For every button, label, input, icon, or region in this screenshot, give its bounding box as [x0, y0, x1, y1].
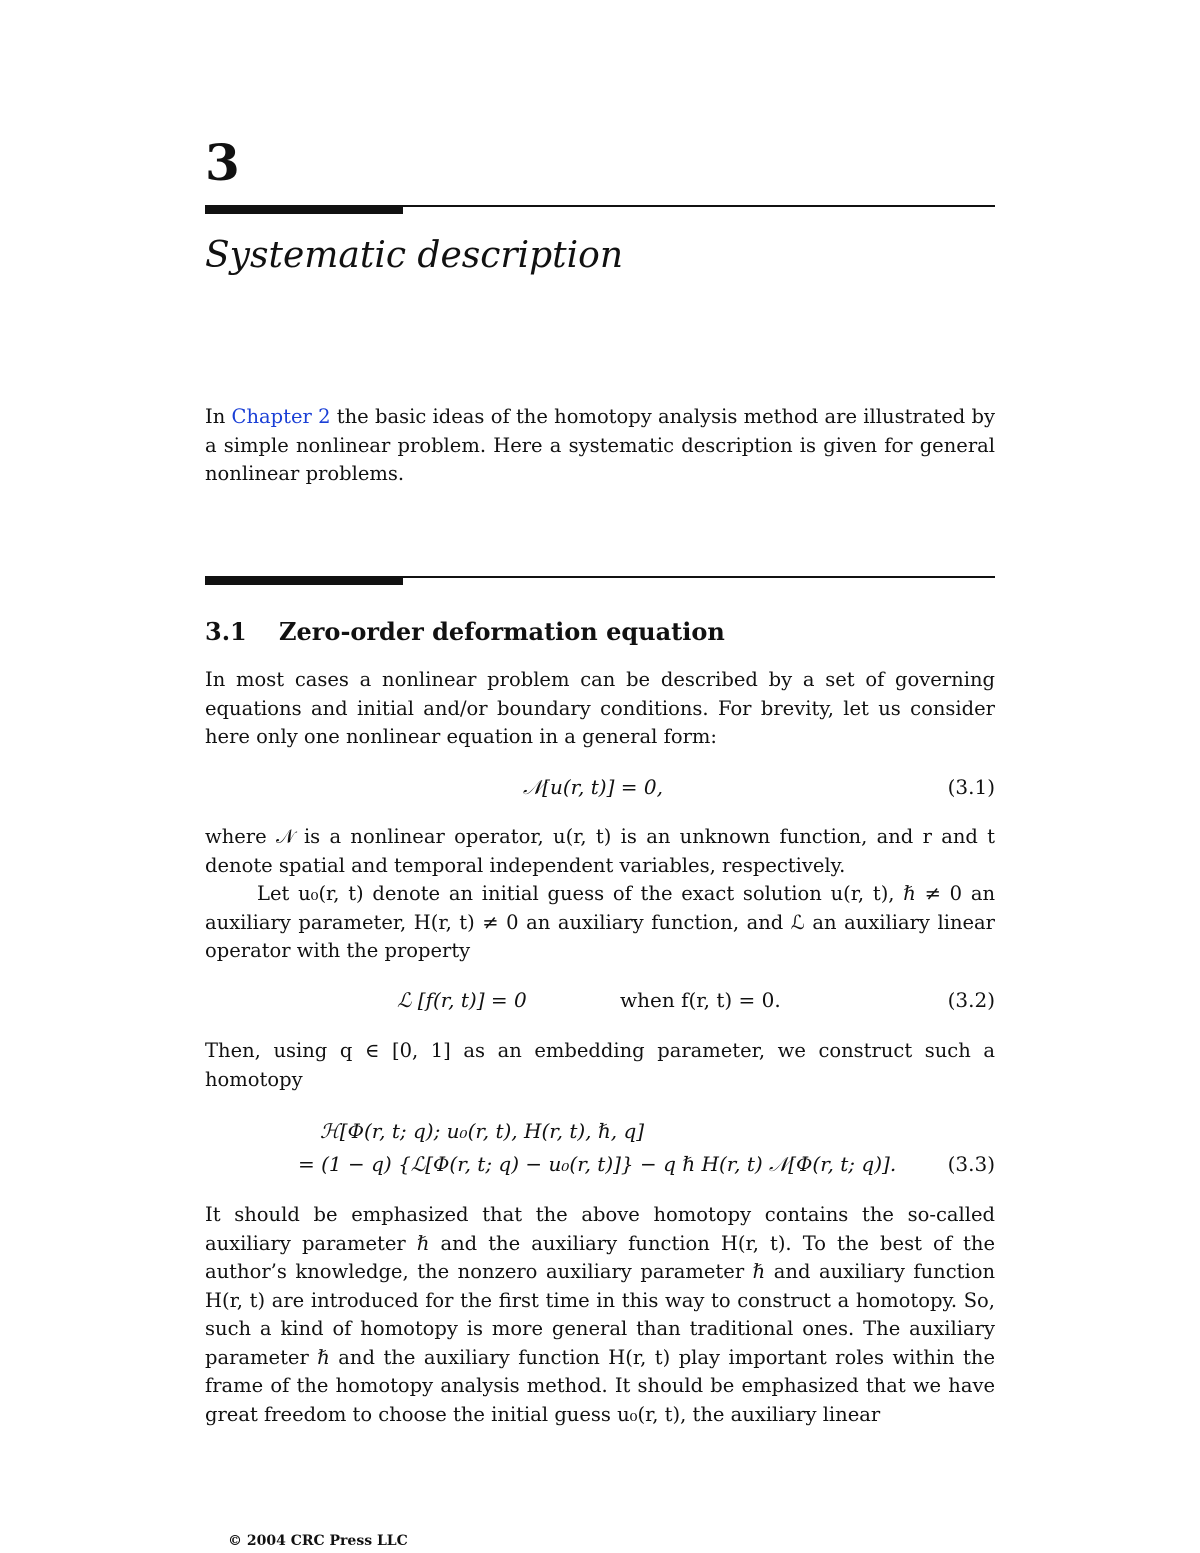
intro-prefix: In — [205, 405, 232, 428]
equation-condition: when f(r, t) = 0. — [620, 988, 781, 1012]
paragraph-3: Let u₀(r, t) denote an initial guess of the exact solution u(r, t), ℏ ≠ 0 an auxiliary parameter, H(r, t) ≠ 0 an auxiliary function, and ℒ an auxiliary linear operator with the property — [205, 882, 995, 962]
intro-paragraph — [205, 403, 995, 489]
copyright-footer: © 2004 CRC Press LLC — [228, 1533, 408, 1549]
equation-line-1: ℋ[Φ(r, t; q); u₀(r, t), H(r, t), ℏ, q] — [320, 1119, 645, 1143]
chapter-rule — [205, 205, 995, 215]
equation-3-1 — [205, 773, 995, 801]
rule-thick-bar — [205, 576, 403, 585]
equation-label: (3.1) — [947, 775, 995, 799]
section-title: Zero-order deformation equation — [279, 617, 725, 646]
paragraph-5: It should be emphasized that the above homotopy contains the so-called auxiliary parameter ℏ and the auxiliary function H(r, t). To the best of the author’s knowledge, the nonzero auxiliary parameter ℏ and auxiliary function H(r, t) are introduced for the first time in this way to construct a homotopy. So, such a kind of homotopy is more general than traditional ones. The auxiliary parameter ℏ and the auxiliary function H(r, t) play important roles within the frame of the homotopy analysis method. It should be emphasized that we have great freedom to choose the initial guess u₀(r, t), the auxiliary linear — [205, 1203, 995, 1426]
section-rule — [205, 576, 995, 586]
section-heading — [205, 618, 725, 647]
equation-label: (3.3) — [947, 1152, 995, 1176]
equation-label: (3.2) — [947, 988, 995, 1012]
equation-3-2 — [205, 986, 995, 1014]
intro-rest: the basic ideas of the homotopy analysis method are illustrated by a simple nonlinear problem. Here a systematic description is given for general nonlinear problems. — [205, 405, 995, 485]
paragraph-4: Then, using q ∈ [0, 1] as an embedding parameter, we construct such a homotopy — [205, 1039, 995, 1091]
chapter-number: 3 — [205, 133, 240, 192]
section-number: 3.1 — [205, 617, 247, 646]
equation-body: 𝒩[u(r, t)] = 0, — [523, 775, 663, 799]
paragraph-2: where 𝒩 is a nonlinear operator, u(r, t) is an unknown function, and r and t denote spatial and temporal independent variables, respectively. — [205, 825, 995, 877]
chapter-2-link[interactable]: Chapter 2 — [231, 405, 331, 428]
paragraph-1: In most cases a nonlinear problem can be described by a set of governing equations and initial and/or boundary conditions. For brevity, let us consider here only one nonlinear equation in a general form: — [205, 668, 995, 748]
equation-3-3 — [205, 1117, 995, 1177]
rule-thick-bar — [205, 205, 403, 214]
chapter-title: Systematic description — [205, 235, 624, 276]
equation-left: ℒ [f(r, t)] = 0 — [397, 988, 527, 1012]
equation-line-2: = (1 − q) {ℒ[Φ(r, t; q) − u₀(r, t)]} − q ℏ H(r, t) 𝒩[Φ(r, t; q)]. — [298, 1152, 897, 1176]
